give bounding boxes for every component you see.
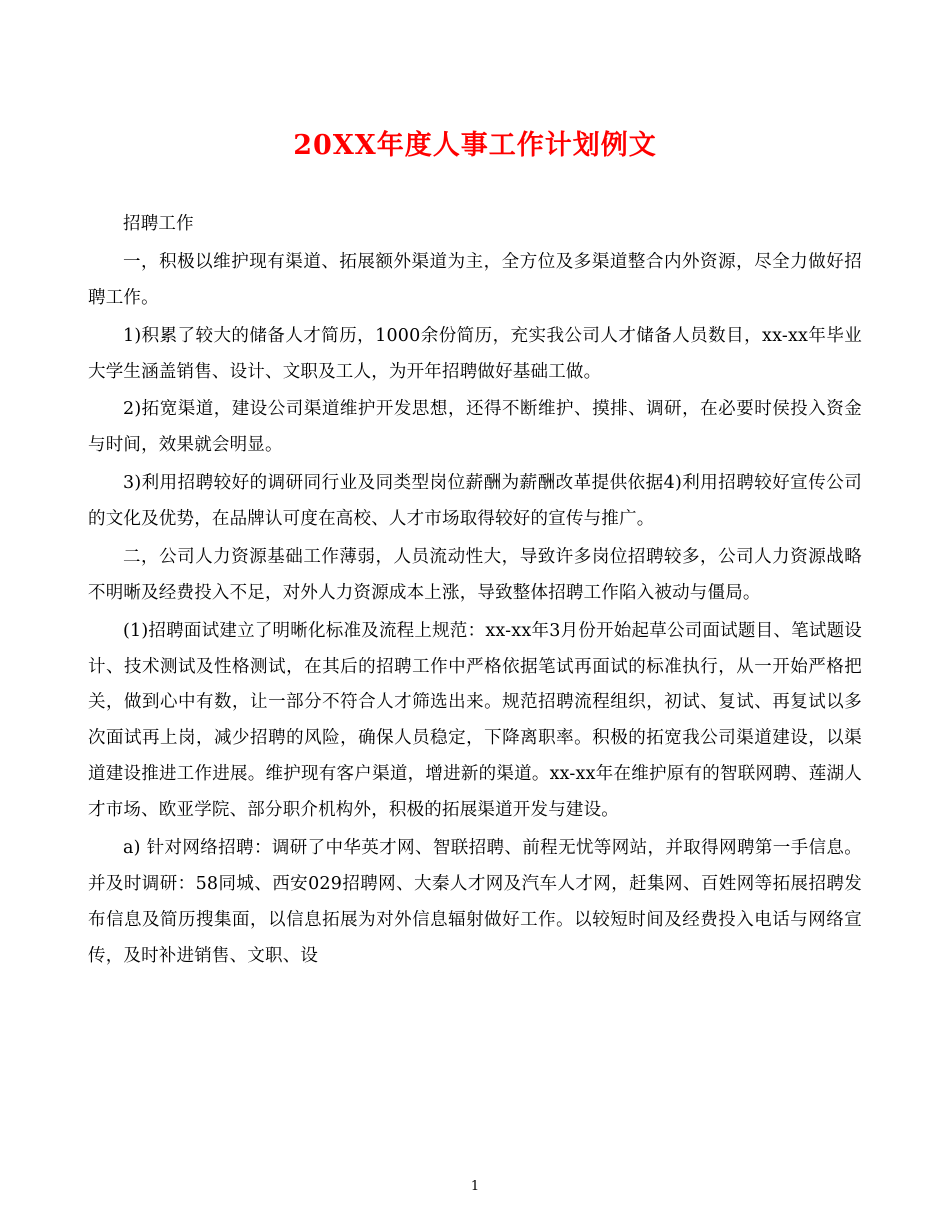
- paragraph: 招聘工作: [123, 214, 194, 235]
- paragraph: 1)积累了较大的储备人才简历，1000余份简历，充实我公司人才储备人员数目，xx-xx年毕业大学生涵盖销售、设计、文职及工人，为开年招聘做好基础工做。: [88, 325, 862, 382]
- document-body: [88, 207, 862, 974]
- paragraph: (1)招聘面试建立了明晰化标准及流程上规范：xx-xx年3月份开始起草公司面试题目、笔试题设计、技术测试及性格测试，在其后的招聘工作中严格依据笔试再面试的标准执行，从一开始严格把关，做到心中有数，让一部分不符合人才筛选出来。规范招聘流程组织，初试、复试、再复试以多次面试再上岗，减少招聘的风险，确保人员稳定，下降离职率。积极的拓宽我公司渠道建设，以渠道建设推进工作进展。维护现有客户渠道，增进新的渠道。xx-xx年在维护原有的智联网聘、莲湖人才市场、欧亚学院、部分职介机构外，积极的拓展渠道开发与建设。: [88, 620, 862, 821]
- paragraph: 二，公司人力资源基础工作薄弱，人员流动性大，导致许多岗位招聘较多，公司人力资源战略不明晰及经费投入不足，对外人力资源成本上涨，导致整体招聘工作陷入被动与僵局。: [88, 546, 862, 603]
- paragraph: 一，积极以维护现有渠道、拓展额外渠道为主，全方位及多渠道整合内外资源，尽全力做好招聘工作。: [88, 251, 862, 308]
- paragraph: a) 针对网络招聘：调研了中华英才网、智联招聘、前程无忧等网站，并取得网聘第一手信息。并及时调研：58同城、西安029招聘网、大秦人才网及汽车人才网，赶集网、百姓网等拓展招聘发布信息及简历搜集面，以信息拓展为对外信息辐射做好工作。以较短时间及经费投入电话与网络宣传，及时补进销售、文职、设: [88, 837, 862, 966]
- paragraph: 3)利用招聘较好的调研同行业及同类型岗位薪酬为薪酬改革提供依据4)利用招聘较好宣传公司的文化及优势，在品牌认可度在高校、人才市场取得较好的宣传与推广。: [88, 473, 862, 530]
- page-title: 20XX年度人事工作计划例文: [293, 130, 657, 161]
- paragraph: 2)拓宽渠道，建设公司渠道维护开发思想，还得不断维护、摸排、调研，在必要时侯投入资金与时间，效果就会明显。: [88, 399, 862, 456]
- page-number: 1: [470, 1179, 480, 1194]
